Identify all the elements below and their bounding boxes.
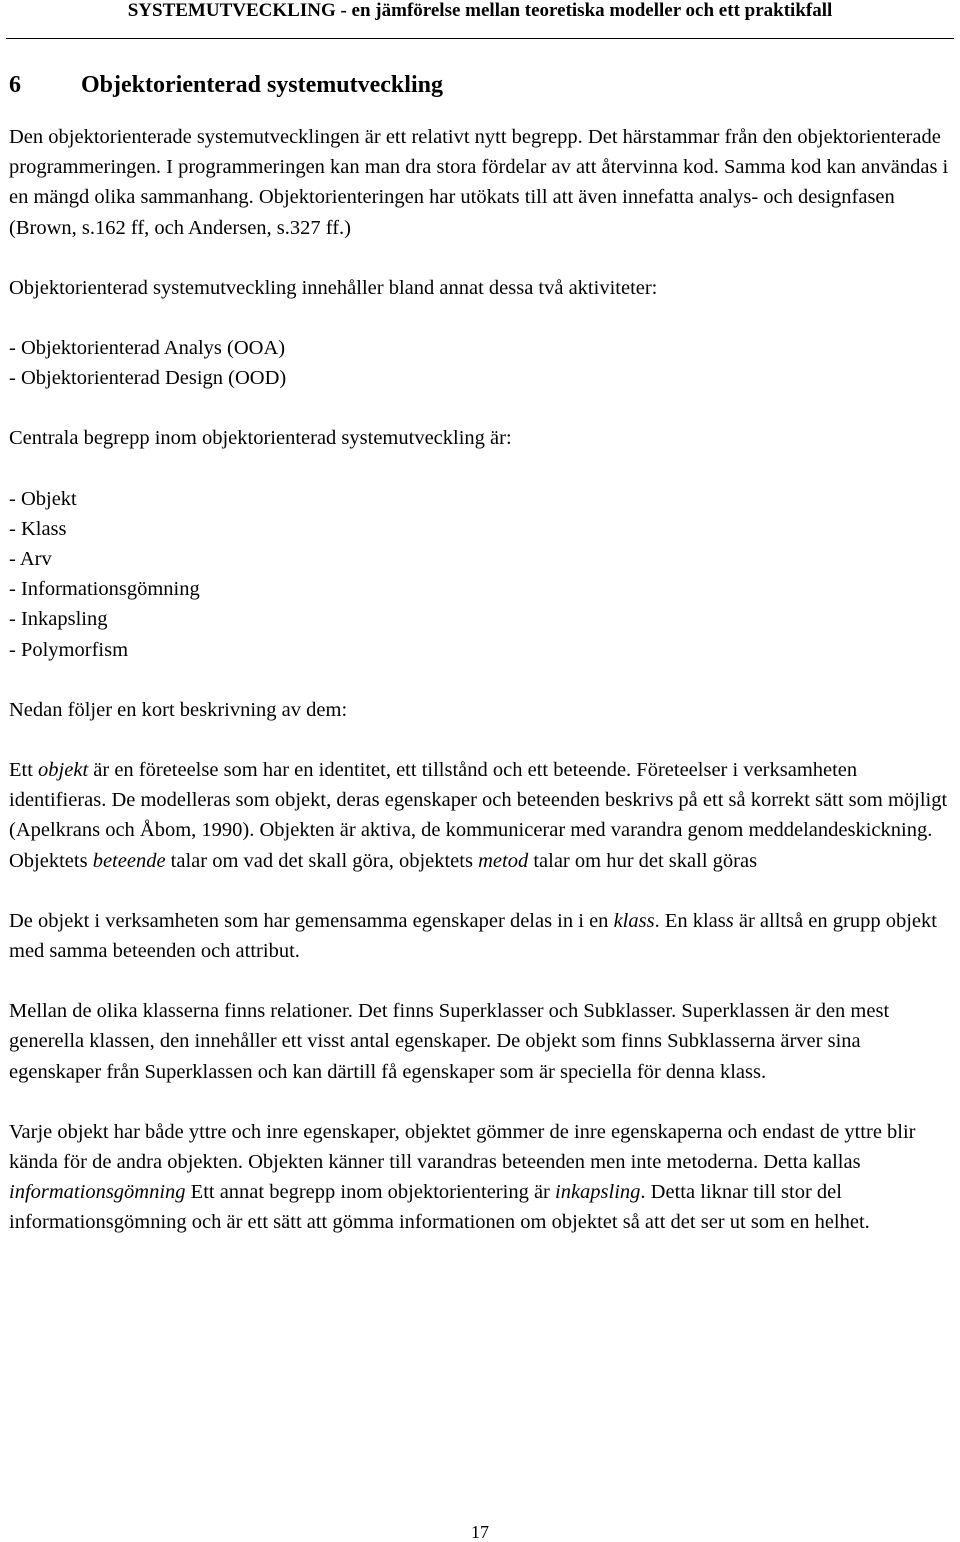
term-informationsgomning: informationsgömning — [9, 1181, 186, 1204]
list-item: - Klass — [9, 517, 67, 540]
term-metod: metod — [478, 849, 529, 872]
description-intro: Nedan följer en kort beskrivning av dem: — [9, 698, 348, 721]
list-item: - Objekt — [9, 487, 77, 510]
intro-paragraph: Den objektorienterade systemutvecklingen är ett relativt nytt begrepp. Det härstammar från den objektorienterade programmeringen. I programmeringen kan man dra stora fördelar av att återvinna kod. Samma kod kan användas i en mängd olika sammanhang. Objektorienteringen har utökats till att även innefatta analys- och designfasen (Brown, s.162 ff, och Andersen, s.327 ff.) — [9, 126, 949, 239]
text-run: talar om hur det skall göras — [528, 849, 758, 872]
list-item: - Arv — [9, 548, 52, 571]
term-klass-suffix: s — [725, 909, 734, 932]
header-rule — [6, 38, 954, 39]
term-klass: klass — [613, 909, 655, 932]
page-number: 17 — [471, 1522, 489, 1542]
class-paragraph — [9, 906, 949, 966]
term-beteende: beteende — [92, 849, 166, 872]
running-title: SYSTEMUTVECKLING - en jämförelse mellan teoretiska modeller och ett praktikfall — [127, 0, 833, 21]
text-run: Ett annat begrepp inom objektorientering är — [185, 1181, 555, 1204]
list-item: - Objektorienterad Design (OOD) — [9, 367, 287, 390]
list-item: - Objektorienterad Analys (OOA) — [9, 337, 286, 360]
text-run: . Detta liknar till stor del informationsgömning och är ett sätt att gömma informationen om objektet så att det ser ut som en helhet. — [9, 1181, 870, 1234]
list-item: - Informationsgömning — [9, 578, 200, 601]
activities-list — [9, 333, 949, 393]
encapsulation-paragraph — [9, 1117, 949, 1238]
list-item: - Polymorfism — [9, 638, 129, 661]
inheritance-paragraph: Mellan de olika klasserna finns relationer. Det finns Superklasser och Subklasser. Superklassen är den mest generella klassen, den innehåller ett visst antal egenskaper. De objekt som finns Subklasserna ärver sina egenskaper från Superklassen och kan därtill få egenskaper som är speciella för denna klass. — [9, 1000, 890, 1083]
running-header — [0, 0, 960, 40]
list-item: - Inkapsling — [9, 608, 108, 631]
concepts-intro: Centrala begrepp inom objektorienterad systemutveckling är: — [9, 427, 512, 450]
section-heading — [9, 70, 949, 100]
object-paragraph — [9, 755, 949, 876]
term-inkapsling: inkapsling — [555, 1181, 641, 1204]
section-title: Objektorienterad systemutveckling — [81, 72, 443, 98]
concepts-list — [9, 484, 949, 665]
activities-intro: Objektorienterad systemutveckling innehåller bland annat dessa två aktiviteter: — [9, 276, 658, 299]
page-content — [9, 70, 949, 1238]
section-number: 6 — [9, 72, 21, 98]
text-run: Ett — [9, 759, 39, 782]
text-run: De objekt i verksamheten som har gemensamma egenskaper delas in i en — [9, 909, 614, 932]
text-run: talar om vad det skall göra, objektets — [165, 849, 479, 872]
text-run: är alltså en grupp objekt med samma beteenden och attribut. — [9, 909, 937, 963]
text-run: Varje objekt har både yttre och inre egenskaper, objektet gömmer de inre egenskaperna och endast de yttre blir kända för de andra objekten. Objekten känner till varandras beteenden men inte metoderna. Detta kallas — [9, 1120, 916, 1174]
text-run: är en företeelse som har en identitet, ett tillstånd och ett beteende. Företeelser i verksamheten identifieras. De modelleras som objekt, deras egenskaper och beteenden beskrivs på ett så korrekt sätt som möjligt (Apelkrans och Åbom, 1990). Objekten är aktiva, de kommunicerar med varandra genom meddelandeskickning. Objektets — [9, 759, 948, 872]
text-run: . En klas — [654, 909, 726, 932]
term-objekt: objekt — [38, 759, 89, 782]
